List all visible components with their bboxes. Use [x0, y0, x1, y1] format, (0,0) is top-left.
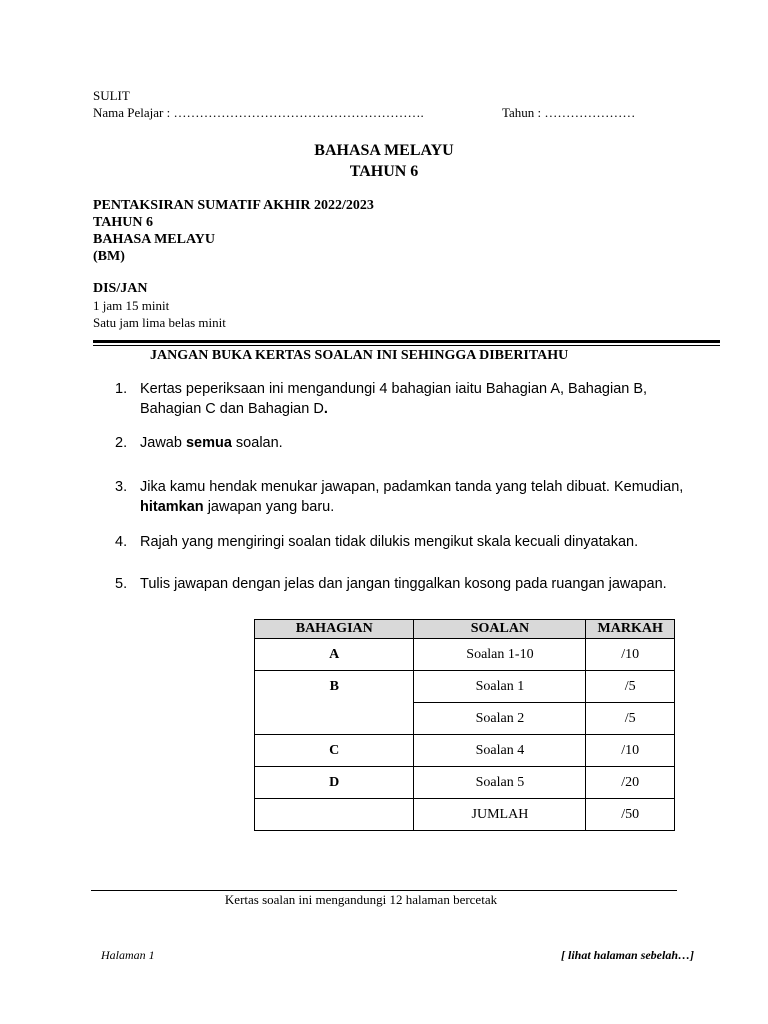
exam-duration-words: Satu jam lima belas minit	[93, 315, 226, 330]
next-page-note: [ lihat halaman sebelah…]	[561, 948, 695, 962]
instruction-text	[140, 433, 685, 453]
column-header: BAHAGIAN	[255, 620, 414, 639]
exam-duration: 1 jam 15 minit	[93, 298, 170, 313]
instruction-text: Tulis jawapan dengan jelas dan jangan tinggalkan kosong pada ruangan jawapan.	[140, 576, 667, 592]
table-row	[255, 671, 675, 703]
section-cell: A	[255, 639, 414, 671]
total-marks-cell: /50	[586, 799, 675, 831]
exam-code: (BM)	[93, 249, 125, 264]
marks-cell: /10	[586, 735, 675, 767]
marks-table	[254, 619, 675, 831]
question-cell: Soalan 1-10	[414, 639, 586, 671]
instruction-text-part: jawapan yang baru.	[203, 499, 335, 515]
column-header: MARKAH	[586, 620, 675, 639]
page-count-note: Kertas soalan ini mengandungi 12 halaman bercetak	[224, 892, 498, 907]
instruction-number: 2.	[115, 435, 128, 451]
table-row	[255, 639, 675, 671]
instruction-text: Rajah yang mengiringi soalan tidak dilukis mengikut skala kecuali dinyatakan.	[140, 534, 639, 550]
student-name-field: Nama Pelajar : ………………………………………………….	[93, 105, 424, 120]
instruction-emphasis: hitamkan	[140, 499, 204, 515]
table-row	[255, 767, 675, 799]
page-number: Halaman 1	[101, 948, 155, 962]
section-cell: C	[255, 735, 414, 767]
instruction-text-part: Jawab	[140, 435, 186, 451]
table-row	[255, 799, 675, 831]
divider-thin	[93, 345, 720, 346]
instruction-text-part: Kertas peperiksaan ini mengandungi 4 bahagian iaitu Bahagian A, Bahagian B, Bahagian C dan Bahagian D	[140, 381, 648, 417]
instruction-number: 4.	[115, 534, 128, 550]
exam-year: TAHUN 6	[93, 215, 154, 230]
question-cell: Soalan 5	[414, 767, 586, 799]
marks-cell: /20	[586, 767, 675, 799]
exam-session: DIS/JAN	[93, 281, 148, 296]
instruction-text-part: Jika kamu hendak menukar jawapan, padamkan tanda yang telah dibuat. Kemudian,	[140, 479, 684, 495]
exam-name: PENTAKSIRAN SUMATIF AKHIR 2022/2023	[93, 198, 374, 213]
column-header: SOALAN	[414, 620, 586, 639]
section-cell: D	[255, 767, 414, 799]
warning-notice: JANGAN BUKA KERTAS SOALAN INI SEHINGGA DIBERITAHU	[150, 348, 569, 363]
marks-cell: /5	[586, 671, 675, 703]
page-title: BAHASA MELAYU	[314, 142, 454, 159]
marks-cell: /10	[586, 639, 675, 671]
question-cell: Soalan 2	[414, 703, 586, 735]
exam-subject: BAHASA MELAYU	[93, 232, 216, 247]
instruction-number: 3.	[115, 479, 128, 495]
question-cell: Soalan 1	[414, 671, 586, 703]
divider-thick	[93, 340, 720, 343]
total-label-cell: JUMLAH	[414, 799, 586, 831]
instruction-number: 1.	[115, 381, 128, 397]
section-cell	[255, 799, 414, 831]
marks-cell: /5	[586, 703, 675, 735]
section-cell: B	[255, 671, 414, 735]
instruction-text	[140, 477, 685, 517]
question-cell: Soalan 4	[414, 735, 586, 767]
instruction-number: 5.	[115, 576, 128, 592]
instruction-text-part: soalan.	[231, 435, 283, 451]
year-field: Tahun : …………………	[502, 105, 636, 120]
table-header-row	[255, 620, 675, 639]
footer-divider	[91, 890, 677, 891]
table-row	[255, 735, 675, 767]
instruction-text	[140, 379, 685, 419]
page-subtitle: TAHUN 6	[349, 163, 419, 180]
classification-label: SULIT	[93, 88, 130, 103]
instruction-emphasis: .	[323, 401, 328, 417]
instruction-emphasis: semua	[185, 435, 232, 451]
